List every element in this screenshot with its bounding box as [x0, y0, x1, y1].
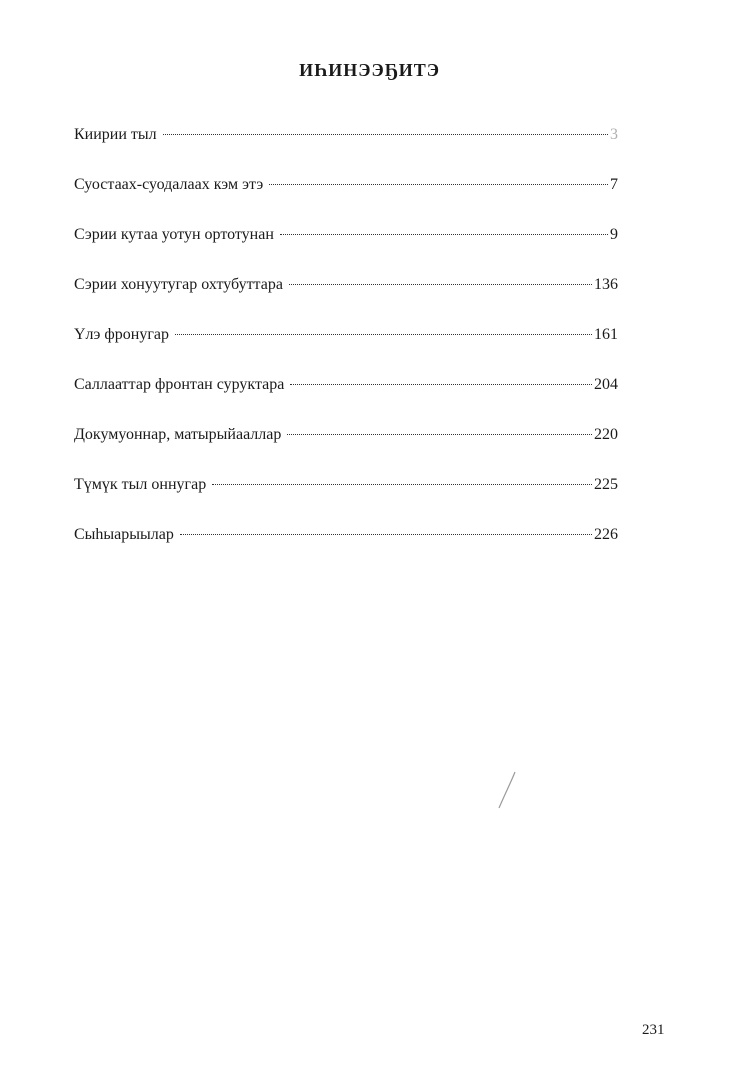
toc-entry[interactable] — [74, 526, 618, 576]
toc-entry-title: Сэрии хонуутугар охтубуттара — [74, 276, 283, 293]
dot-leader — [290, 384, 592, 385]
toc-entry[interactable] — [74, 126, 618, 176]
toc-entry[interactable] — [74, 326, 618, 376]
dot-leader — [289, 284, 592, 285]
page-title: ИҺИНЭЭҔИТЭ — [299, 60, 440, 80]
dot-leader — [180, 534, 592, 535]
pen-mark — [495, 770, 519, 810]
toc-entry[interactable] — [74, 276, 618, 326]
toc-entry-title: Киирии тыл — [74, 126, 157, 143]
toc-entry-page: 204 — [594, 376, 618, 393]
toc-entry[interactable] — [74, 226, 618, 276]
toc-entry-title: Докумуоннар, матырыйааллар — [74, 426, 282, 443]
toc-entry-page: 9 — [610, 226, 618, 243]
toc-entry-title: Үлэ фронугар — [74, 326, 169, 343]
toc-entry-title: Саллааттар фронтан суруктара — [74, 376, 285, 393]
dot-leader — [163, 134, 608, 135]
toc-entry[interactable] — [74, 476, 618, 526]
dot-leader — [269, 184, 608, 185]
toc-entry[interactable] — [74, 176, 618, 226]
toc-entry-title: Түмүк тыл оннугар — [74, 476, 207, 493]
toc-entry-page: 225 — [594, 476, 618, 493]
toc-entry-page: 226 — [594, 526, 618, 543]
toc-entry-title: Сыһыарыылар — [74, 526, 174, 543]
toc-entry-page: 161 — [594, 326, 618, 343]
toc-entry-page: 7 — [610, 176, 618, 193]
toc-entry[interactable] — [74, 376, 618, 426]
table-of-contents — [74, 126, 618, 576]
dot-leader — [212, 484, 592, 485]
toc-entry-title: Сэрии кутаа уотун ортотунан — [74, 226, 274, 243]
dot-leader — [287, 434, 592, 435]
toc-entry-page: 220 — [594, 426, 618, 443]
toc-entry[interactable] — [74, 426, 618, 476]
page-number: 231 — [642, 1022, 665, 1038]
toc-entry-page: 136 — [594, 276, 618, 293]
dot-leader — [175, 334, 592, 335]
toc-entry-page: 3 — [610, 126, 618, 143]
dot-leader — [280, 234, 608, 235]
toc-entry-title: Суостаах-суодалаах кэм этэ — [74, 176, 264, 193]
